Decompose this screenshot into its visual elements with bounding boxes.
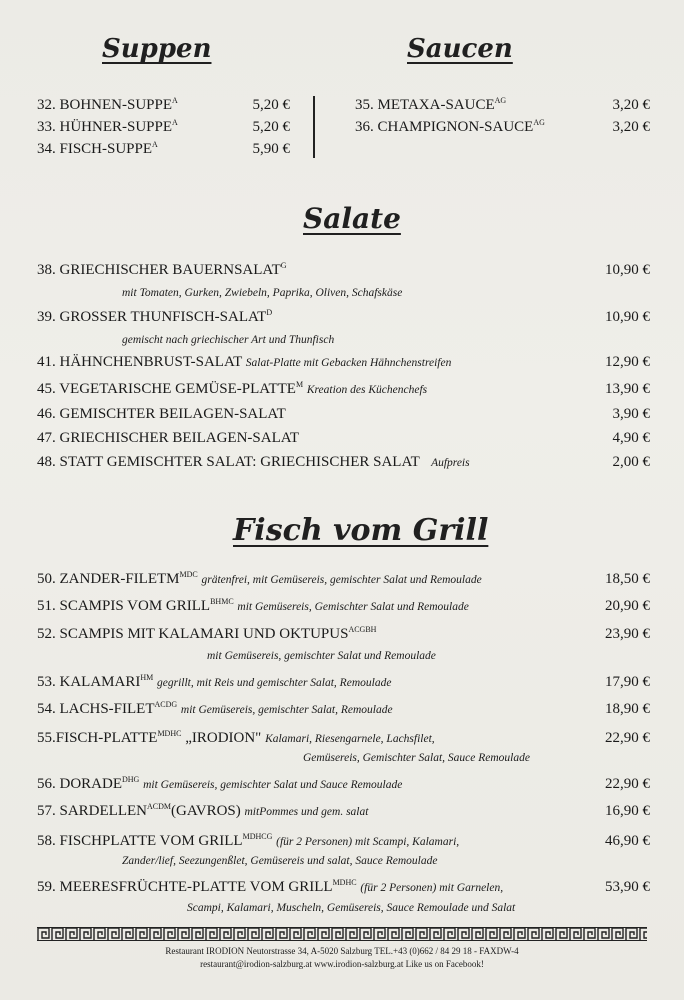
menu-item-56: 56. $DORADE^{DHG}$ mit Gemüsereis, gemischter Salat und Sauce Remoulade [37, 775, 403, 792]
footer-contact: restaurant@irodion-salzburg.at www.irodion-salzburg.at Like us on Facebook! [200, 959, 484, 969]
description-53: gegrillt, mit Reis und gemischter Salat, Remoulade [156, 677, 392, 689]
menu-item-34: 34. FISCH-$SUPPE^A$ [37, 140, 158, 157]
description-55: Kalamari, Riesengarnele, Lachsfilet, [265, 733, 435, 745]
menu-item-45: 45. VEGETARISCHE GEMÜSE-$PLATTE^M$ Kreation des Küchenchefs [37, 380, 428, 397]
price-38: 10,90 € [605, 262, 650, 278]
menu-item-55: $55.FISCH-PLATTE^{MDHC}$ „IRODION" Kalamari, Riesengarnele, Lachsfilet, [37, 729, 435, 746]
price-55: 22,90 € [605, 730, 650, 746]
price-51: 20,90 € [605, 598, 650, 614]
heading-saucen: Saucen [407, 34, 513, 64]
price-50: 18,50 € [605, 571, 650, 587]
description-56: mit Gemüsereis, gemischter Salat und Sauce Remoulade [143, 779, 403, 791]
price-48: 2,00 € [612, 454, 650, 470]
heading-suppen: Suppen [102, 34, 212, 64]
description-39: gemischt nach griechischer Art und Thunfisch [122, 334, 335, 346]
price-32: 5,20 € [252, 97, 290, 113]
description-52: mit Gemüsereis, gemischter Salat und Remoulade [207, 650, 436, 662]
price-58: 46,90 € [605, 833, 650, 849]
price-33: 5,20 € [252, 119, 290, 135]
menu-item-46: 46. GEMISCHTER BEILAGEN-SALAT [37, 406, 286, 422]
menu-item-50: 50. ZANDER-$FILETM^{MDC}$ grätenfrei, mit Gemüsereis, gemischter Salat und Remoulade [37, 570, 482, 587]
description-54: mit Gemüsereis, gemischter Salat, Remoulade [180, 704, 393, 716]
price-47: 4,90 € [612, 430, 650, 446]
price-36: 3,20 € [612, 119, 650, 135]
description-59: (für 2 Personen) mit Garnelen, [360, 882, 504, 894]
price-59: 53,90 € [605, 879, 650, 895]
description-45: Kreation des Küchenchefs [306, 384, 428, 396]
menu-item-54: 54. LACHS-$FILET^{ACDG}$ mit Gemüsereis, gemischter Salat, Remoulade [37, 700, 393, 717]
description-38: mit Tomaten, Gurken, Zwiebeln, Paprika, Oliven, Schafskäse [122, 287, 403, 299]
menu-item-41: 41. HÄHNCHENBRUST-SALAT Salat-Platte mit Gebacken Hähnchenstreifen [37, 354, 452, 370]
description-50: grätenfrei, mit Gemüsereis, gemischter Salat und Remoulade [201, 574, 482, 586]
price-35: 3,20 € [612, 97, 650, 113]
menu-item-35: 35. METAXA-$SAUCE^{AG}$ [355, 96, 507, 113]
description-41: Salat-Platte mit Gebacken Hähnchenstreifen [245, 357, 452, 369]
menu-item-58: 58. FISCHPLATTE VOM $GRILL^{MDHCG}$ (für 2 Personen) mit Scampi, Kalamari, [37, 832, 460, 849]
price-46: 3,90 € [612, 406, 650, 422]
menu-item-36: 36. CHAMPIGNON-$SAUCE^{AG}$ [355, 118, 545, 135]
price-34: 5,90 € [252, 141, 290, 157]
menu-item-48: 48. STATT GEMISCHTER SALAT: GRIECHISCHER SALAT Aufpreis [37, 454, 470, 470]
description-48: Aufpreis [431, 457, 470, 469]
menu-item-39: 39. GROSSER THUNFISCH-$SALAT^D$ [37, 308, 273, 325]
description-51: mit Gemüsereis, Gemischter Salat und Remoulade [237, 601, 469, 613]
menu-item-59: 59. MEERESFRÜCHTE-PLATTE VOM $GRILL^{MDHC}$ (für 2 Personen) mit Garnelen, [37, 878, 504, 895]
price-57: 16,90 € [605, 803, 650, 819]
footer-address: Restaurant IRODION Neutorstrasse 34, A-5020 Salzburg TEL.+43 (0)662 / 84 29 18 - FAXDW-4 [165, 946, 519, 956]
price-41: 12,90 € [605, 354, 650, 370]
menu-item-38: 38. GRIECHISCHER $BAUERNSALAT^G$ [37, 261, 287, 278]
description-57: mitPommes und gem. salat [244, 806, 369, 818]
price-53: 17,90 € [605, 674, 650, 690]
description-58-cont: Zander/lief, Seezungenßlet, Gemüsereis und salat, Sauce Remoulade [122, 855, 438, 867]
menu-item-47: 47. GRIECHISCHER BEILAGEN-SALAT [37, 430, 300, 446]
price-54: 18,90 € [605, 701, 650, 717]
price-56: 22,90 € [605, 776, 650, 792]
description-59-cont: Scampi, Kalamari, Muscheln, Gemüsereis, Sauce Remoulade und Salat [187, 902, 516, 914]
description-58: (für 2 Personen) mit Scampi, Kalamari, [276, 836, 460, 848]
menu-item-53: 53. $KALAMARI^{HM}$ gegrillt, mit Reis und gemischter Salat, Remoulade [37, 673, 392, 690]
menu-item-33: 33. HÜHNER-$SUPPE^A$ [37, 118, 178, 135]
menu-item-32: 32. BOHNEN-$SUPPE^A$ [37, 96, 178, 113]
heading-salate: Salate [303, 202, 401, 235]
price-45: 13,90 € [605, 381, 650, 397]
menu-item-52: 52. SCAMPIS MIT KALAMARI UND $OKTUPUS^{ACGBH}$ [37, 625, 377, 642]
greek-key-border [37, 927, 647, 941]
column-divider [313, 96, 315, 158]
price-52: 23,90 € [605, 626, 650, 642]
heading-fisch: Fisch vom Grill [233, 513, 489, 548]
menu-item-51: 51. SCAMPIS VOM $GRILL^{BHMC}$ mit Gemüsereis, Gemischter Salat und Remoulade [37, 597, 469, 614]
menu-item-57: 57. $SARDELLEN^{ACDM}(GAVROS)$ mitPommes und gem. salat [37, 802, 369, 819]
description-55-cont: Gemüsereis, Gemischter Salat, Sauce Remoulade [303, 752, 530, 764]
price-39: 10,90 € [605, 309, 650, 325]
